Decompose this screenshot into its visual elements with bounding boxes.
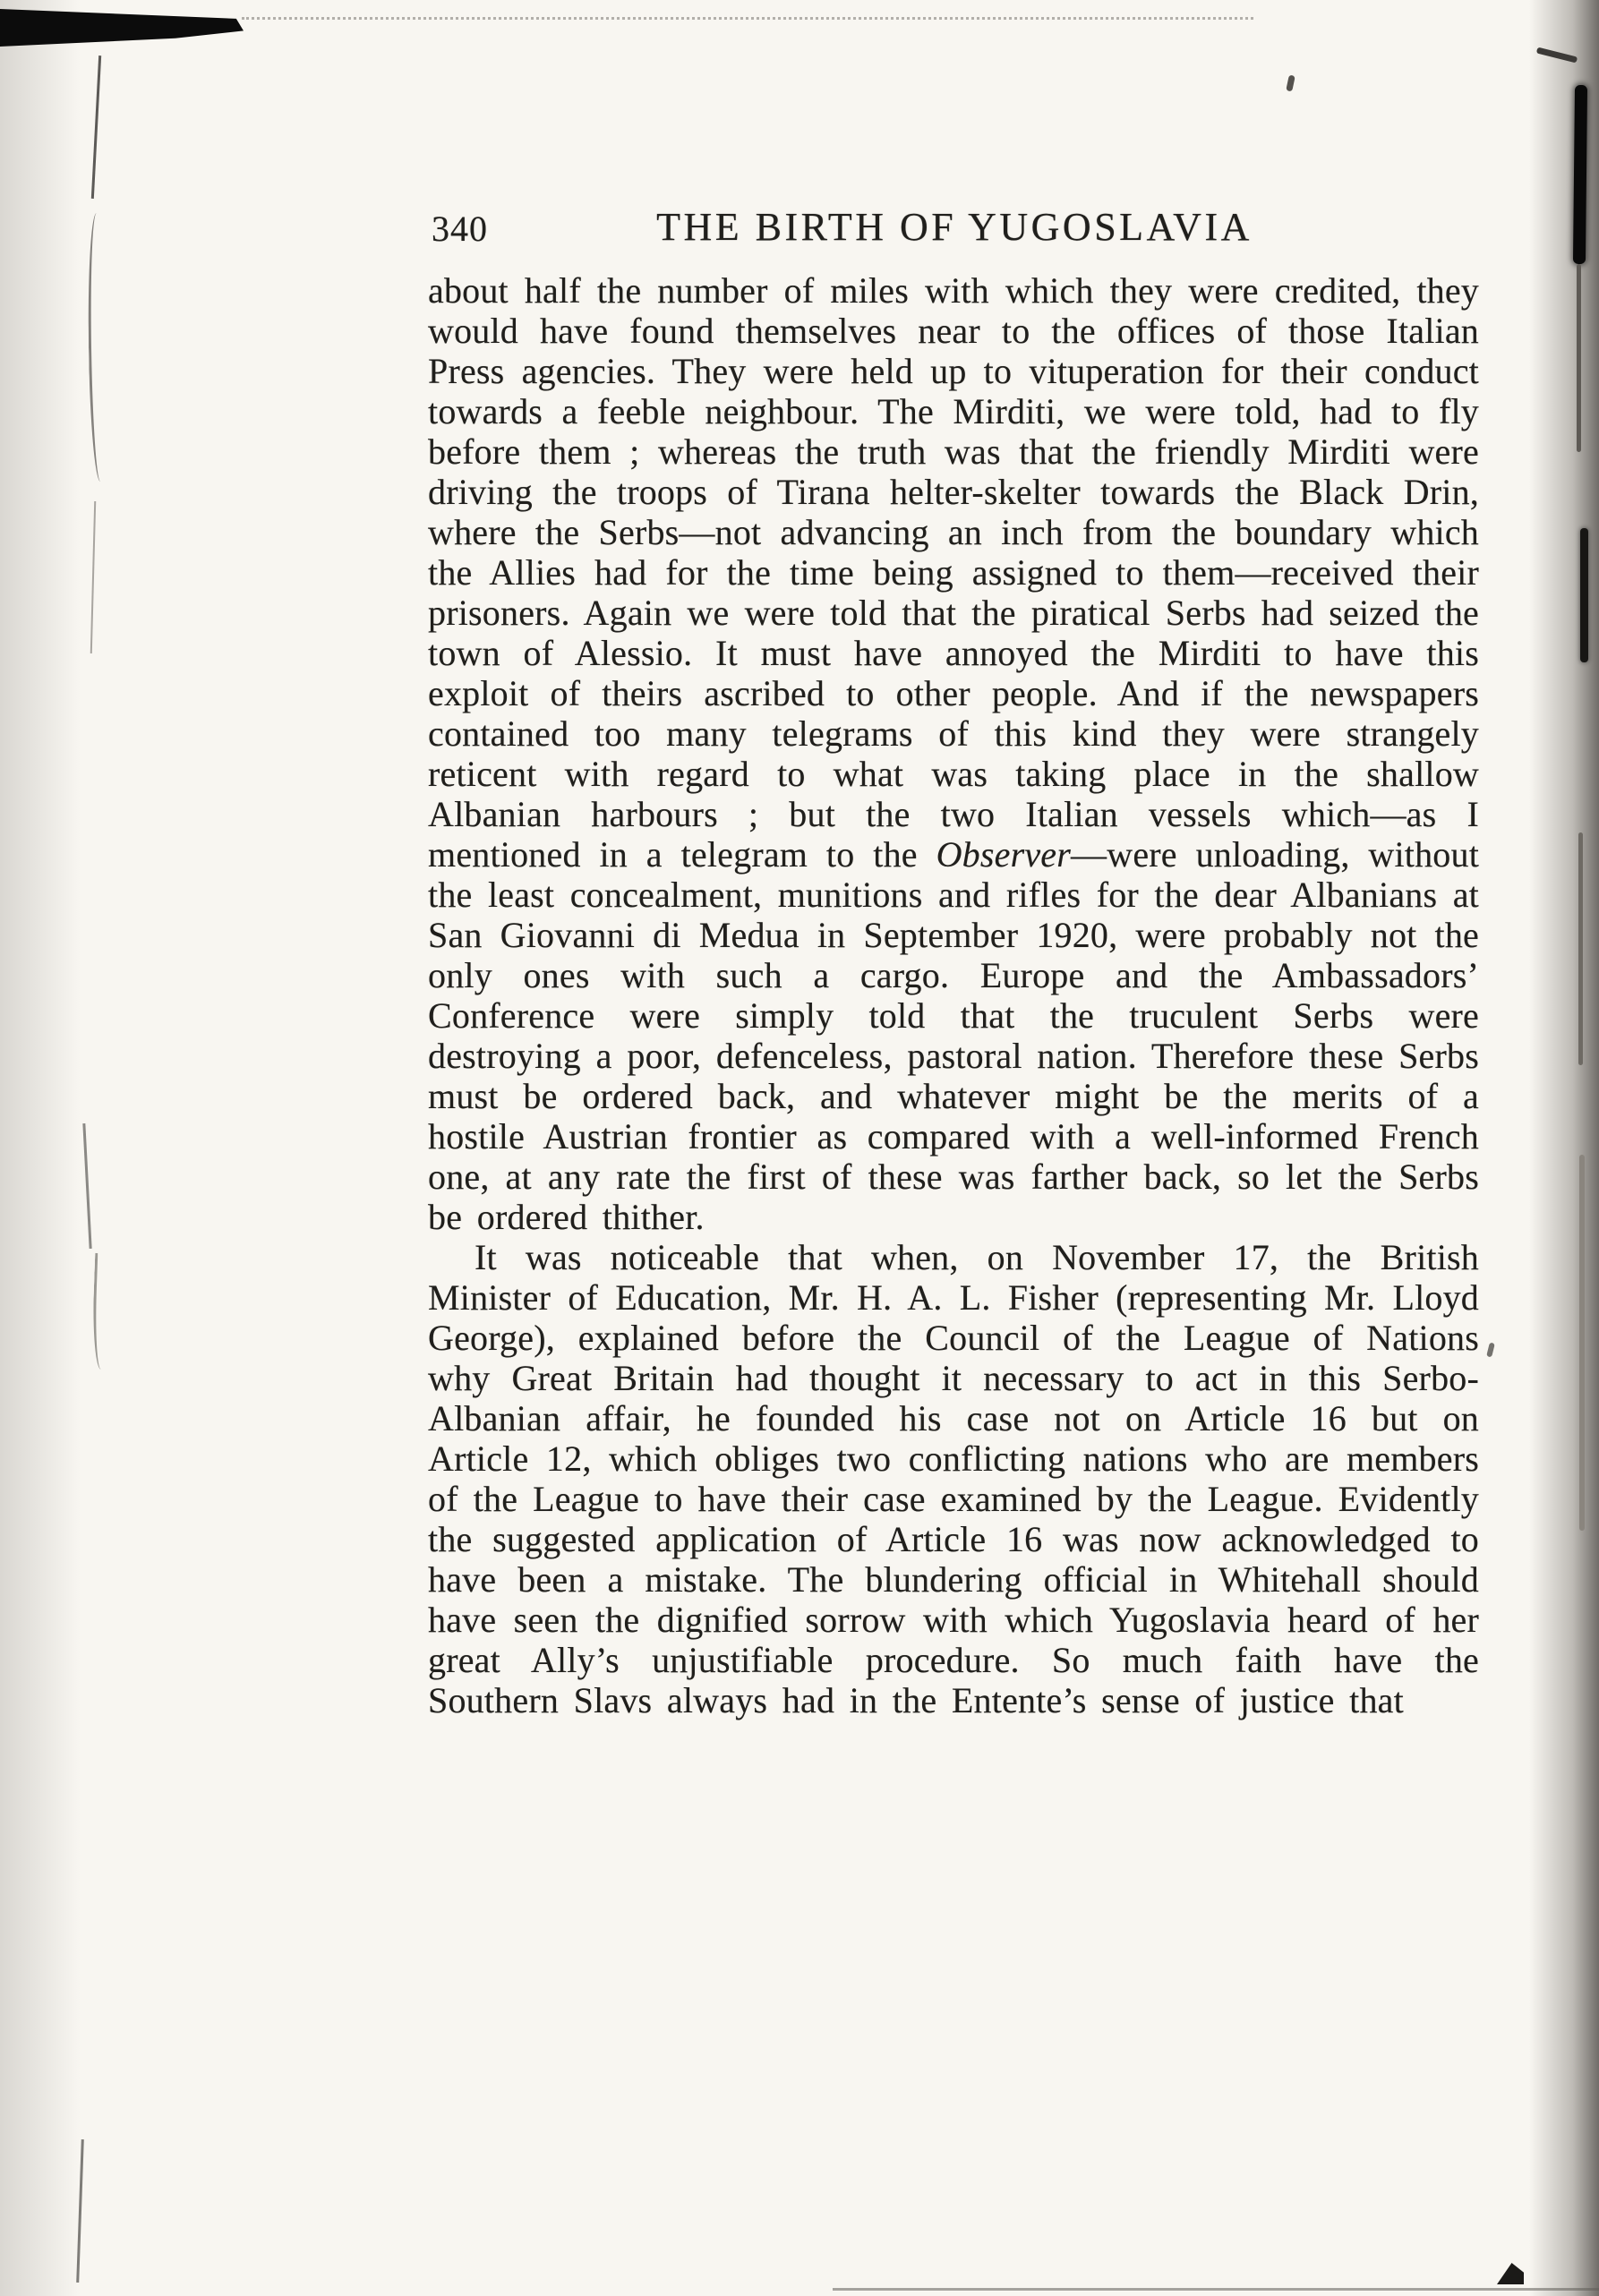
running-title: THE BIRTH OF YUGOSLAVIA	[656, 205, 1253, 249]
paragraph-continuation	[428, 270, 1479, 1237]
scan-artifact-bottom-corner-mark	[1497, 2263, 1524, 2284]
scan-artifact-right-ink-streak	[1580, 528, 1588, 662]
paragraph-text: —were unloading, without the least concealment, munitions and rifles for the dear Albanians at San Giovanni di Medua in September 1920, were probably not the only ones with such a cargo. Europe and the Ambassadors’ Conference were simply told that the truculent Serbs were destroying a poor, defenceless, pastoral nation. Therefore these Serbs must be ordered back, and whatever might be the merits of a hostile Austrian frontier as compared with a well-informed French one, at any rate the first of these was farther back, so let the Serbs be ordered thither.	[428, 834, 1480, 1237]
scan-artifact-binding-thread	[86, 213, 110, 482]
right-page-edge-shadow	[1529, 0, 1599, 2296]
scan-artifact-right-edge-line	[1579, 1155, 1585, 1531]
scan-artifact-binding-thread	[90, 501, 96, 653]
scan-artifact-right-edge-line	[1578, 832, 1583, 1065]
scan-artifact-top-edge-line	[242, 17, 1253, 20]
scan-artifact-right-edge-line	[1577, 264, 1581, 452]
scan-artifact-top-left-ink-wedge	[0, 9, 244, 47]
scan-artifact-binding-thread	[91, 1253, 110, 1370]
scan-artifact-stray-mark	[1486, 1343, 1495, 1358]
page-header	[430, 204, 1479, 258]
scan-artifact-binding-thread	[76, 2139, 84, 2283]
left-binding-shadow	[0, 0, 81, 2296]
italicized-publication-name: Observer	[936, 834, 1072, 875]
scan-artifact-binding-thread	[91, 55, 101, 199]
scan-artifact-right-ink-streak	[1573, 85, 1587, 264]
paragraph: It was noticeable that when, on November 17, the British Minister of Education, Mr. H. A. L. Fisher (representing Mr. Lloyd George), explained before the Council of the League of Nations why Great Britain had thought it necessary to act in this Serbo-Albanian affair, he founded his case not on Article 16 but on Article 12, which obliges two conflicting nations who are members of the League to have their case examined by the League. Evidently the suggested application of Article 16 was now acknowledged to have been a mistake. The blundering official in Whitehall should have seen the dignified sorrow with which Yugoslavia heard of her great Ally’s unjustifiable procedure. So much faith have the Southern Slavs always had in the Entente’s sense of justice that	[428, 1237, 1479, 1720]
scan-artifact-top-right-tick	[1536, 47, 1578, 64]
scan-artifact-bottom-edge-line	[833, 2288, 1599, 2291]
page-number: 340	[432, 209, 488, 249]
scan-artifact-stray-mark	[1286, 74, 1295, 91]
body-text-block	[428, 270, 1479, 1720]
scan-artifact-binding-thread	[82, 1123, 91, 1249]
paragraph-text: about half the number of miles with which they were credited, they would have found themselves near to the offices of those Italian Press agencies. They were held up to vituperation for their conduct towards a feeble neighbour. The Mirditi, we were told, had to fly before them ; whereas the truth was that the friendly Mirditi were driving the troops of Tirana helter-skelter towards the Black Drin, where the Serbs—not advancing an inch from the boundary which the Allies had for the time being assigned to them—received their prisoners. Again we were told that the piratical Serbs had seized the town of Alessio. It must have annoyed the Mirditi to have this exploit of theirs ascribed to other people. And if the newspapers contained too many telegrams of this kind they were strangely reticent with regard to what was taking place in the shallow Albanian harbours ; but the two Italian vessels which—as I mentioned in a telegram to the	[428, 270, 1479, 875]
